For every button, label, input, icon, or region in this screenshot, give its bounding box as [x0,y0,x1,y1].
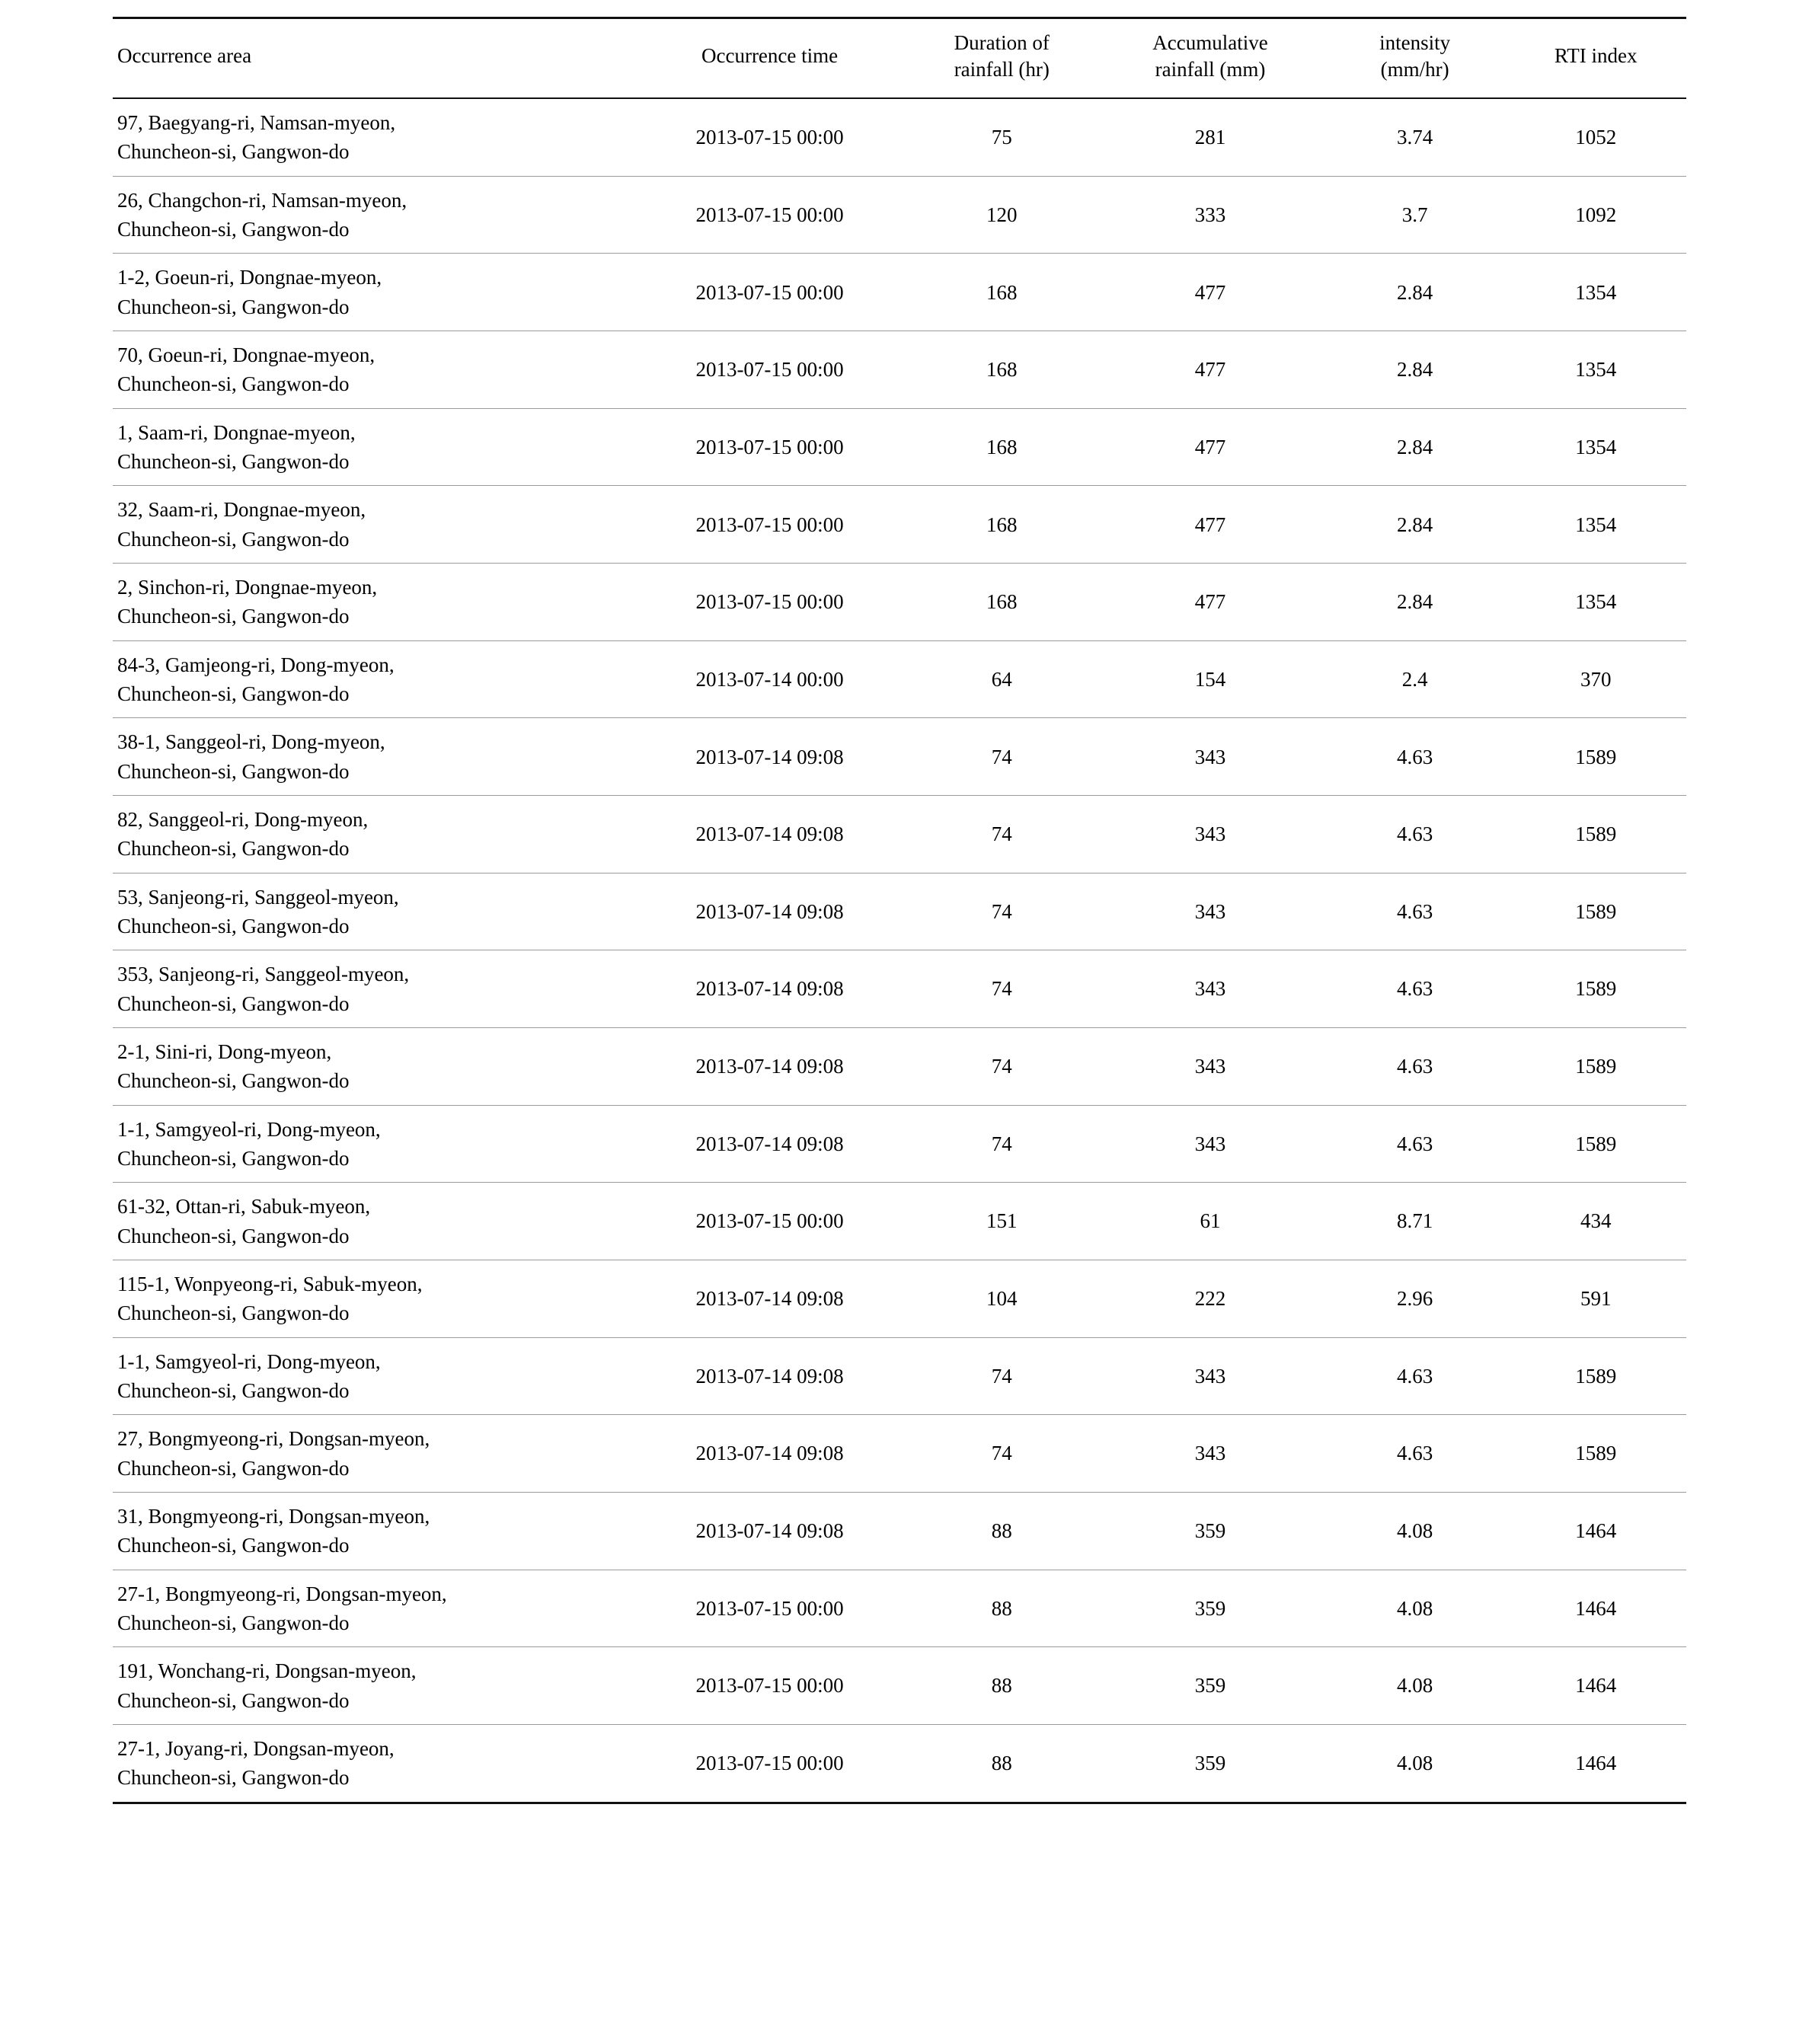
cell-occurrence-time: 2013-07-15 00:00 [695,590,844,614]
cell-rti-index: 1354 [1575,358,1617,382]
cell-occurrence-time: 2013-07-14 09:08 [695,1364,844,1388]
cell-occurrence-time: 2013-07-14 09:08 [695,1055,844,1078]
cell-occurrence-area-line2: Chuncheon-si, Gangwon-do [117,605,350,628]
cell-occurrence-area [113,1105,632,1183]
cell-rti-index: 370 [1580,667,1612,691]
cell-occurrence-area-line2: Chuncheon-si, Gangwon-do [117,527,350,551]
table-row [113,1724,1686,1803]
cell-occurrence-area-line1: 1-1, Samgyeol-ri, Dong-myeon, [117,1349,381,1373]
cell-occurrence-area-line2: Chuncheon-si, Gangwon-do [117,1611,350,1634]
column-header-intensity-line2: (mm/hr) [1380,57,1449,81]
table-row [113,331,1686,409]
cell-occurrence-area [113,1570,632,1647]
cell-occurrence-area [113,950,632,1028]
cell-occurrence-time: 2013-07-15 00:00 [695,203,844,226]
cell-occurrence-area-line2: Chuncheon-si, Gangwon-do [117,1378,350,1402]
cell-occurrence-time: 2013-07-14 09:08 [695,1287,844,1311]
cell-rti-index: 1354 [1575,590,1617,614]
cell-rti-index: 1464 [1575,1752,1617,1775]
cell-occurrence-area-line2: Chuncheon-si, Gangwon-do [117,372,350,396]
cell-occurrence-area-line1: 61-32, Ottan-ri, Sabuk-myeon, [117,1195,371,1218]
column-header-duration [907,18,1096,99]
column-header-intensity [1324,18,1506,99]
cell-intensity: 2.96 [1396,1287,1433,1311]
cell-duration: 75 [991,126,1012,149]
cell-occurrence-time: 2013-07-15 00:00 [695,358,844,382]
column-header-rti-index: RTI index [1554,44,1638,68]
cell-intensity: 3.7 [1401,203,1428,226]
cell-intensity: 3.74 [1396,126,1433,149]
cell-duration: 88 [991,1596,1012,1620]
table-row [113,640,1686,718]
cell-rti-index: 1589 [1575,1055,1617,1078]
cell-occurrence-area [113,1647,632,1725]
cell-occurrence-area-line1: 70, Goeun-ri, Dongnae-myeon, [117,343,375,367]
cell-occurrence-area [113,796,632,873]
cell-intensity: 4.08 [1396,1752,1433,1775]
cell-occurrence-area-line2: Chuncheon-si, Gangwon-do [117,992,350,1015]
cell-accumulative-rainfall: 343 [1194,745,1226,768]
cell-intensity: 4.63 [1396,1132,1433,1155]
cell-accumulative-rainfall: 343 [1194,1055,1226,1078]
table-header-row [113,18,1686,99]
cell-rti-index: 1589 [1575,822,1617,846]
table-row [113,486,1686,564]
cell-duration: 74 [991,1442,1012,1465]
cell-duration: 168 [986,358,1018,382]
table-row [113,564,1686,641]
cell-accumulative-rainfall: 359 [1194,1596,1226,1620]
cell-rti-index: 1589 [1575,899,1617,923]
cell-occurrence-area-line1: 38-1, Sanggeol-ri, Dong-myeon, [117,730,385,754]
cell-intensity: 4.63 [1396,899,1433,923]
cell-occurrence-area-line2: Chuncheon-si, Gangwon-do [117,1688,350,1712]
cell-occurrence-time: 2013-07-15 00:00 [695,280,844,304]
cell-intensity: 4.63 [1396,1442,1433,1465]
column-header-occurrence-time: Occurrence time [701,44,839,68]
cell-rti-index: 1464 [1575,1519,1617,1543]
cell-duration: 168 [986,513,1018,536]
cell-duration: 88 [991,1674,1012,1697]
cell-occurrence-area [113,1027,632,1105]
cell-duration: 88 [991,1752,1012,1775]
table-row [113,1492,1686,1570]
cell-rti-index: 1464 [1575,1674,1617,1697]
cell-intensity: 4.08 [1396,1519,1433,1543]
cell-accumulative-rainfall: 477 [1194,358,1226,382]
table-row [113,950,1686,1028]
cell-intensity: 2.84 [1396,280,1433,304]
cell-occurrence-area [113,486,632,564]
cell-occurrence-area-line2: Chuncheon-si, Gangwon-do [117,295,350,318]
cell-accumulative-rainfall: 477 [1194,280,1226,304]
cell-occurrence-area-line2: Chuncheon-si, Gangwon-do [117,140,350,164]
cell-occurrence-area-line1: 2-1, Sini-ri, Dong-myeon, [117,1040,332,1063]
cell-occurrence-area-line1: 27, Bongmyeong-ri, Dongsan-myeon, [117,1427,430,1451]
cell-occurrence-area-line2: Chuncheon-si, Gangwon-do [117,450,350,474]
cell-occurrence-area [113,98,632,176]
cell-rti-index: 1589 [1575,1132,1617,1155]
cell-intensity: 2.84 [1396,358,1433,382]
cell-occurrence-area [113,1337,632,1415]
cell-accumulative-rainfall: 61 [1200,1209,1221,1233]
cell-occurrence-area-line2: Chuncheon-si, Gangwon-do [117,682,350,706]
cell-occurrence-area-line1: 53, Sanjeong-ri, Sanggeol-myeon, [117,885,399,909]
cell-rti-index: 1092 [1575,203,1617,226]
cell-occurrence-time: 2013-07-14 09:08 [695,977,844,1001]
cell-occurrence-area-line1: 31, Bongmyeong-ri, Dongsan-myeon, [117,1504,430,1528]
cell-duration: 168 [986,435,1018,458]
cell-duration: 74 [991,899,1012,923]
table-row [113,1647,1686,1725]
cell-duration: 74 [991,1132,1012,1155]
column-header-accumulative [1096,18,1324,99]
cell-occurrence-area-line1: 27-1, Joyang-ri, Dongsan-myeon, [117,1736,395,1760]
cell-occurrence-time: 2013-07-15 00:00 [695,513,844,536]
cell-intensity: 2.84 [1396,590,1433,614]
cell-occurrence-area-line1: 97, Baegyang-ri, Namsan-myeon, [117,111,396,135]
cell-occurrence-time: 2013-07-14 09:08 [695,899,844,923]
cell-occurrence-area-line2: Chuncheon-si, Gangwon-do [117,1301,350,1325]
column-header-duration-line1: Duration of [954,31,1050,54]
cell-occurrence-time: 2013-07-14 09:08 [695,745,844,768]
cell-duration: 168 [986,590,1018,614]
cell-rti-index: 1589 [1575,745,1617,768]
cell-intensity: 4.63 [1396,977,1433,1001]
cell-occurrence-area-line1: 1-1, Samgyeol-ri, Dong-myeon, [117,1117,381,1141]
cell-duration: 64 [991,667,1012,691]
cell-rti-index: 591 [1580,1287,1612,1311]
table-row [113,1415,1686,1493]
cell-accumulative-rainfall: 281 [1194,126,1226,149]
cell-intensity: 4.63 [1396,1055,1433,1078]
cell-occurrence-time: 2013-07-15 00:00 [695,1752,844,1775]
cell-occurrence-time: 2013-07-14 09:08 [695,822,844,846]
cell-occurrence-area [113,1260,632,1337]
cell-occurrence-area-line2: Chuncheon-si, Gangwon-do [117,1069,350,1093]
cell-occurrence-area-line2: Chuncheon-si, Gangwon-do [117,759,350,783]
cell-duration: 88 [991,1519,1012,1543]
column-header-accumulative-line2: rainfall (mm) [1155,57,1266,81]
cell-occurrence-area [113,718,632,796]
cell-accumulative-rainfall: 343 [1194,977,1226,1001]
cell-occurrence-area-line1: 191, Wonchang-ri, Dongsan-myeon, [117,1659,417,1683]
cell-duration: 74 [991,1364,1012,1388]
cell-occurrence-area [113,408,632,486]
cell-occurrence-time: 2013-07-15 00:00 [695,1209,844,1233]
cell-occurrence-area [113,331,632,409]
column-header-intensity-line1: intensity [1379,31,1451,54]
column-header-occurrence-area: Occurrence area [117,44,252,68]
cell-accumulative-rainfall: 343 [1194,1132,1226,1155]
table-row [113,98,1686,176]
table-header [113,18,1686,99]
cell-accumulative-rainfall: 477 [1194,513,1226,536]
cell-occurrence-area [113,564,632,641]
cell-occurrence-time: 2013-07-14 00:00 [695,667,844,691]
cell-duration: 74 [991,745,1012,768]
cell-rti-index: 1589 [1575,977,1617,1001]
cell-occurrence-area-line1: 26, Changchon-ri, Namsan-myeon, [117,188,407,212]
cell-occurrence-area [113,254,632,331]
cell-rti-index: 1464 [1575,1596,1617,1620]
cell-intensity: 8.71 [1396,1209,1433,1233]
cell-occurrence-time: 2013-07-15 00:00 [695,1596,844,1620]
cell-accumulative-rainfall: 333 [1194,203,1226,226]
cell-occurrence-time: 2013-07-15 00:00 [695,126,844,149]
cell-duration: 120 [986,203,1018,226]
cell-rti-index: 1589 [1575,1364,1617,1388]
table-row [113,1027,1686,1105]
cell-occurrence-area-line1: 2, Sinchon-ri, Dongnae-myeon, [117,576,378,599]
cell-occurrence-area-line1: 84-3, Gamjeong-ri, Dong-myeon, [117,653,395,676]
table-row [113,408,1686,486]
cell-occurrence-area [113,1415,632,1493]
cell-accumulative-rainfall: 343 [1194,1442,1226,1465]
cell-occurrence-time: 2013-07-15 00:00 [695,435,844,458]
cell-occurrence-area [113,1724,632,1803]
cell-rti-index: 1052 [1575,126,1617,149]
cell-intensity: 4.08 [1396,1596,1433,1620]
cell-occurrence-area-line1: 82, Sanggeol-ri, Dong-myeon, [117,808,369,831]
cell-occurrence-area [113,640,632,718]
rainfall-occurrence-table [113,17,1686,1804]
cell-duration: 74 [991,1055,1012,1078]
cell-intensity: 4.63 [1396,822,1433,846]
table-row [113,1570,1686,1647]
table-row [113,1260,1686,1337]
cell-accumulative-rainfall: 343 [1194,1364,1226,1388]
cell-accumulative-rainfall: 477 [1194,590,1226,614]
cell-duration: 168 [986,280,1018,304]
cell-occurrence-time: 2013-07-14 09:08 [695,1519,844,1543]
table-body [113,98,1686,1803]
cell-rti-index: 1354 [1575,513,1617,536]
cell-occurrence-area-line2: Chuncheon-si, Gangwon-do [117,837,350,861]
cell-intensity: 2.84 [1396,435,1433,458]
cell-duration: 74 [991,977,1012,1001]
cell-occurrence-area-line1: 353, Sanjeong-ri, Sanggeol-myeon, [117,963,410,986]
cell-intensity: 4.63 [1396,745,1433,768]
cell-rti-index: 1354 [1575,280,1617,304]
cell-accumulative-rainfall: 222 [1194,1287,1226,1311]
cell-duration: 151 [986,1209,1018,1233]
table-row [113,718,1686,796]
cell-occurrence-area-line2: Chuncheon-si, Gangwon-do [117,218,350,241]
cell-occurrence-area-line2: Chuncheon-si, Gangwon-do [117,914,350,937]
cell-occurrence-time: 2013-07-15 00:00 [695,1674,844,1697]
cell-accumulative-rainfall: 343 [1194,899,1226,923]
cell-occurrence-area-line2: Chuncheon-si, Gangwon-do [117,1534,350,1557]
table-row [113,796,1686,873]
cell-accumulative-rainfall: 477 [1194,435,1226,458]
cell-occurrence-area-line1: 115-1, Wonpyeong-ri, Sabuk-myeon, [117,1272,423,1295]
cell-occurrence-area-line2: Chuncheon-si, Gangwon-do [117,1766,350,1790]
table-row [113,1337,1686,1415]
cell-rti-index: 1354 [1575,435,1617,458]
table-row [113,1105,1686,1183]
cell-occurrence-area-line1: 1-2, Goeun-ri, Dongnae-myeon, [117,266,382,289]
table-row [113,254,1686,331]
cell-accumulative-rainfall: 359 [1194,1752,1226,1775]
cell-occurrence-area-line2: Chuncheon-si, Gangwon-do [117,1456,350,1480]
cell-accumulative-rainfall: 343 [1194,822,1226,846]
cell-occurrence-area-line1: 1, Saam-ri, Dongnae-myeon, [117,420,356,444]
cell-occurrence-area [113,1183,632,1260]
cell-intensity: 4.63 [1396,1364,1433,1388]
column-header-accumulative-line1: Accumulative [1152,31,1268,54]
table-row [113,176,1686,254]
table-row [113,1183,1686,1260]
cell-rti-index: 1589 [1575,1442,1617,1465]
column-header-duration-line2: rainfall (hr) [954,57,1050,81]
cell-occurrence-time: 2013-07-14 09:08 [695,1442,844,1465]
cell-occurrence-area-line2: Chuncheon-si, Gangwon-do [117,1224,350,1247]
cell-rti-index: 434 [1580,1209,1612,1233]
cell-intensity: 2.84 [1396,513,1433,536]
cell-occurrence-area [113,873,632,950]
cell-accumulative-rainfall: 154 [1194,667,1226,691]
cell-occurrence-time: 2013-07-14 09:08 [695,1132,844,1155]
cell-duration: 74 [991,822,1012,846]
cell-occurrence-area-line1: 32, Saam-ri, Dongnae-myeon, [117,498,366,522]
cell-accumulative-rainfall: 359 [1194,1519,1226,1543]
cell-intensity: 2.4 [1401,667,1428,691]
cell-occurrence-area-line1: 27-1, Bongmyeong-ri, Dongsan-myeon, [117,1582,447,1605]
cell-intensity: 4.08 [1396,1674,1433,1697]
table-row [113,873,1686,950]
cell-duration: 104 [986,1287,1018,1311]
cell-occurrence-area [113,1492,632,1570]
cell-accumulative-rainfall: 359 [1194,1674,1226,1697]
cell-occurrence-area [113,176,632,254]
cell-occurrence-area-line2: Chuncheon-si, Gangwon-do [117,1146,350,1170]
